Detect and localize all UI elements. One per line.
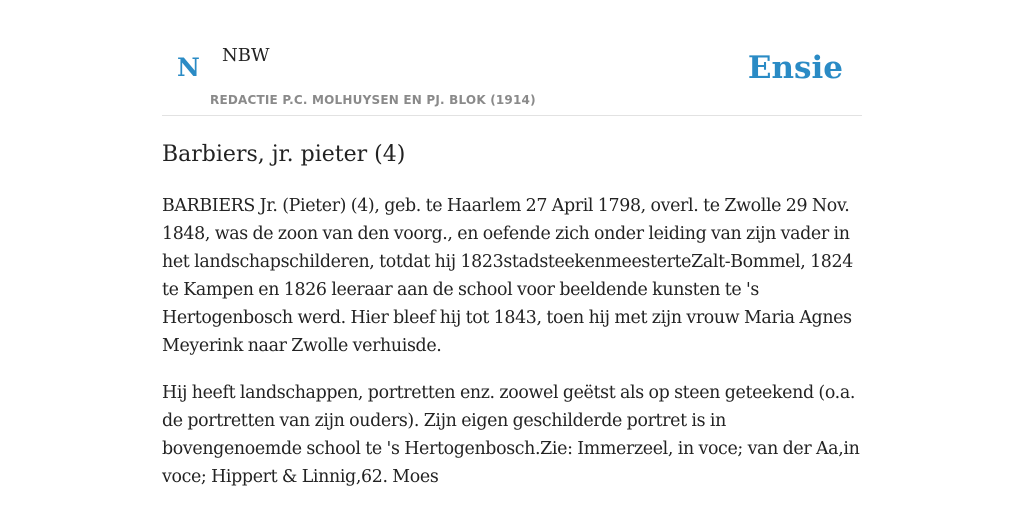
source-name[interactable]: NBW: [222, 45, 270, 66]
article-card: [162, 0, 862, 487]
article-paragraph: BARBIERS Jr. (Pieter) (4), geb. te Haarlem 27 April 1798, overl. te Zwolle 29 Nov. 1848, was de zoon van den voorg., en oefende zich onder leiding van zijn vader in het landschapschilderen, totdat hij 1823stadsteekenmeesterteZalt-Bommel, 1824 te Kampen en 1826 leeraar aan de school voor beeldende kunsten te 's Hertogenbosch werd. Hier bleef hij tot 1843, toen hij met zijn vrouw Maria Agnes Meyerink naar Zwolle verhuisde.: [162, 196, 853, 356]
source-credit: REDACTIE P.C. MOLHUYSEN EN PJ. BLOK (1914): [210, 93, 536, 107]
source-header: [162, 0, 862, 116]
article-body: [162, 192, 862, 510]
source-logo[interactable]: N: [177, 53, 200, 82]
article-title: Barbiers, jr. pieter (4): [162, 142, 406, 167]
ensie-logo-link[interactable]: Ensie: [747, 50, 843, 86]
article-paragraph: Hij heeft landschappen, portretten enz. zoowel geëtst als op steen geteekend (o.a. de portretten van zijn ouders). Zijn eigen geschilderde portret is in bovengenoemde school te 's Hertogenbosch.Zie: Immerzeel, in voce; van der Aa,in voce; Hippert & Linnig,62. Moes: [162, 383, 860, 487]
